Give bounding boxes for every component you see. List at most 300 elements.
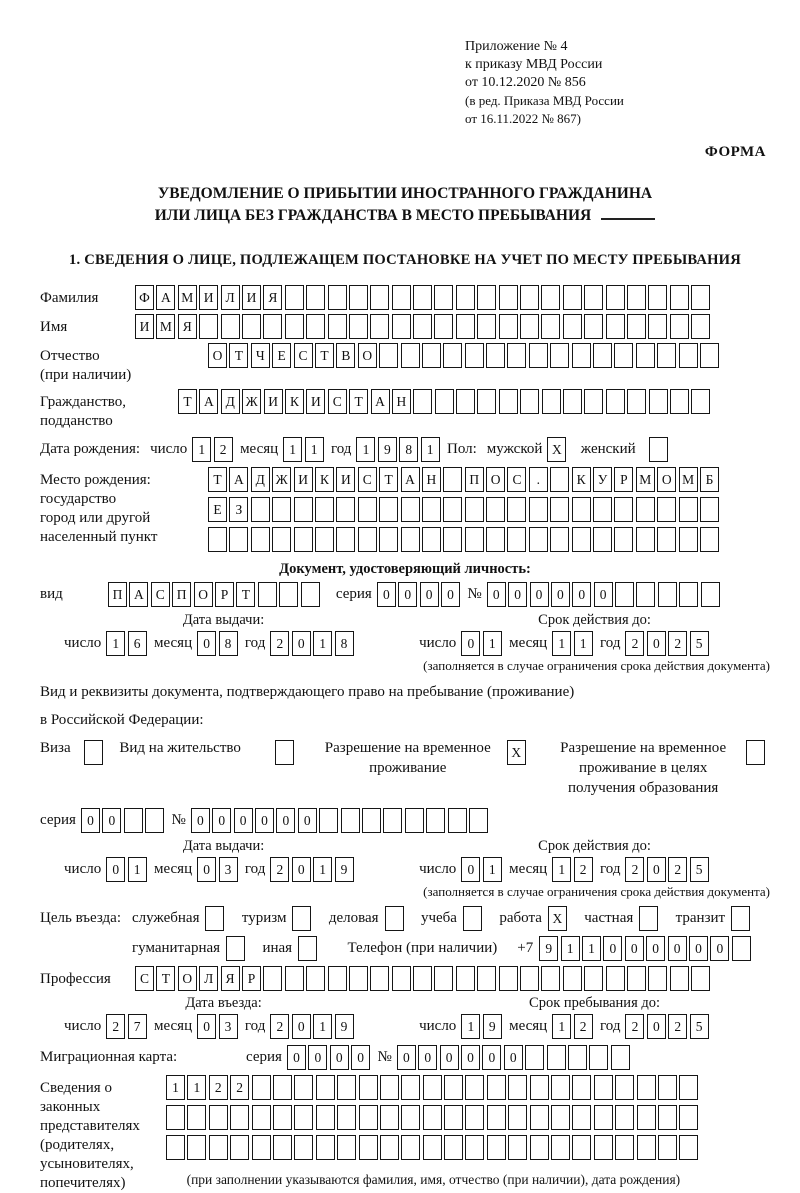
form-cell <box>611 1045 630 1070</box>
form-cell: 1 <box>574 631 593 656</box>
form-cell: 0 <box>461 631 480 656</box>
form-cell: С <box>507 467 526 492</box>
birth-date-row <box>40 437 770 462</box>
form-cell <box>252 1105 271 1130</box>
representatives-note: (при заполнении указываются фамилия, имя, отчество (при наличии), дата рождения) <box>186 1172 681 1187</box>
residence-issue-year-cells <box>270 857 356 882</box>
form-cell <box>413 966 432 991</box>
form-cell: 1 <box>582 936 601 961</box>
form-cell <box>294 1135 313 1160</box>
purpose-humanitarian-checkbox <box>226 936 247 961</box>
identity-number-cells <box>487 582 722 607</box>
form-cell: 0 <box>572 582 591 607</box>
form-cell: Р <box>242 966 261 991</box>
form-cell <box>434 314 453 339</box>
form-cell <box>691 285 710 310</box>
stay-until-heading: Срок пребывания до: <box>529 995 661 1011</box>
form-cell <box>507 343 526 368</box>
form-cell <box>294 497 313 522</box>
form-cell <box>434 966 453 991</box>
form-cell: С <box>294 343 313 368</box>
patronymic-cells <box>208 343 721 368</box>
form-cell: 0 <box>197 631 216 656</box>
form-cell <box>469 808 488 833</box>
residence-issue-heading: Дата выдачи: <box>182 838 265 854</box>
form-cell <box>392 285 411 310</box>
form-cell <box>230 1105 249 1130</box>
form-cell <box>166 1135 185 1160</box>
form-cell <box>487 1135 506 1160</box>
identity-issue-month-cells <box>197 631 240 656</box>
form-cell: З <box>229 497 248 522</box>
form-cell: А <box>129 582 148 607</box>
purpose-tourism-label: туризм <box>241 910 287 926</box>
form-cell <box>606 285 625 310</box>
form-cell <box>486 527 505 552</box>
form-cell: 2 <box>668 631 687 656</box>
form-cell: 1 <box>552 1014 571 1039</box>
form-cell <box>614 527 633 552</box>
identity-valid-month-cells <box>552 631 595 656</box>
form-cell <box>541 966 560 991</box>
form-cell <box>487 1075 506 1100</box>
residence-doc-heading1: Вид и реквизиты документа, подтверждающего право на пребывание (проживание) <box>40 684 575 700</box>
form-cell <box>670 966 689 991</box>
form-cell: 9 <box>335 1014 354 1039</box>
identity-series-cells <box>377 582 463 607</box>
appendix-line: от 10.12.2020 № 856 <box>465 75 586 90</box>
form-cell <box>359 1105 378 1130</box>
form-cell <box>550 497 569 522</box>
form-cell <box>593 343 612 368</box>
form-cell: Р <box>215 582 234 607</box>
form-cell <box>444 1135 463 1160</box>
form-cell: Т <box>315 343 334 368</box>
patronymic-row <box>40 343 770 385</box>
migration-series-label: серия <box>246 1049 282 1065</box>
patronymic-label: Отчество (при наличии) <box>40 348 132 383</box>
sex-label: Пол: <box>447 441 477 457</box>
form-cell: 1 <box>356 437 375 462</box>
form-cell: 0 <box>197 1014 216 1039</box>
form-cell: 2 <box>214 437 233 462</box>
form-cell <box>401 343 420 368</box>
form-cell <box>679 343 698 368</box>
birth-month-cells <box>283 437 326 462</box>
residence-permit-option <box>105 738 296 765</box>
birth-day-cells <box>192 437 235 462</box>
identity-valid-heading: Срок действия до: <box>538 612 651 628</box>
form-cell <box>637 1075 656 1100</box>
representatives-cells-row1 <box>166 1075 701 1100</box>
form-cell <box>477 314 496 339</box>
residence-doc-series-row <box>40 808 770 833</box>
form-cell <box>328 966 347 991</box>
form-cell: 3 <box>219 1014 238 1039</box>
form-cell <box>499 285 518 310</box>
form-cell <box>679 527 698 552</box>
form-cell: 2 <box>574 857 593 882</box>
profession-label: Профессия <box>40 971 111 987</box>
form-cell <box>444 1105 463 1130</box>
form-cell <box>477 966 496 991</box>
identity-kind-cells <box>108 582 322 607</box>
form-cell: 0 <box>397 1045 416 1070</box>
form-cell <box>443 527 462 552</box>
form-cell: П <box>465 467 484 492</box>
purpose-official-label: служебная <box>131 910 200 926</box>
form-cell: 0 <box>197 857 216 882</box>
form-cell <box>499 966 518 991</box>
form-cell <box>615 1105 634 1130</box>
form-cell <box>486 497 505 522</box>
form-cell <box>294 1105 313 1130</box>
form-cell: М <box>156 314 175 339</box>
form-cell <box>383 808 402 833</box>
form-cell <box>657 343 676 368</box>
form-cell <box>285 285 304 310</box>
form-cell <box>273 1105 292 1130</box>
form-cell: О <box>208 343 227 368</box>
identity-kind-label: вид <box>40 586 63 602</box>
form-cell: 0 <box>420 582 439 607</box>
sex-female-checkbox <box>649 437 670 462</box>
form-cell <box>550 467 569 492</box>
form-cell: 2 <box>625 857 644 882</box>
form-cell <box>530 1075 549 1100</box>
form-cell <box>205 906 224 931</box>
visa-label: Виза <box>40 740 71 756</box>
form-cell: 0 <box>298 808 317 833</box>
form-cell <box>401 1135 420 1160</box>
temporary-residence-education-option <box>528 738 767 798</box>
form-cell <box>337 1075 356 1100</box>
form-cell <box>658 1105 677 1130</box>
form-cell: О <box>178 966 197 991</box>
form-cell <box>448 808 467 833</box>
form-cell: 5 <box>690 631 709 656</box>
entry-month-cells <box>197 1014 240 1039</box>
form-cell: К <box>572 467 591 492</box>
form-cell <box>380 1105 399 1130</box>
form-cell <box>658 582 677 607</box>
form-cell <box>637 1105 656 1130</box>
form-cell <box>679 1075 698 1100</box>
form-cell <box>627 389 646 414</box>
form-cell: 0 <box>504 1045 523 1070</box>
visa-option <box>40 738 105 765</box>
form-cell: П <box>108 582 127 607</box>
form-cell: К <box>315 467 334 492</box>
form-cell: Т <box>236 582 255 607</box>
form-cell <box>301 582 320 607</box>
form-cell: 1 <box>128 857 147 882</box>
identity-issue-block: Дата выдачи: число 1 6 месяц 0 8 год 2 0 1 8 <box>40 612 383 656</box>
temporary-residence-option <box>297 738 528 778</box>
form-cell <box>636 527 655 552</box>
form-cell <box>294 527 313 552</box>
birth-place-cells-row2 <box>208 497 721 522</box>
form-cell <box>584 285 603 310</box>
visa-checkbox <box>84 740 105 765</box>
form-cell <box>658 1075 677 1100</box>
form-cell: 1 <box>483 631 502 656</box>
residence-valid-block: Срок действия до: число 0 1 месяц 1 2 год 2 0 2 5 <box>383 838 770 882</box>
form-cell <box>679 497 698 522</box>
surname-row <box>40 285 770 310</box>
form-cell <box>465 1105 484 1130</box>
identity-number-label: № <box>467 586 482 602</box>
form-cell <box>648 314 667 339</box>
migration-card-row <box>40 1045 770 1070</box>
form-cell <box>422 497 441 522</box>
form-cell: 0 <box>594 582 613 607</box>
form-cell <box>208 527 227 552</box>
form-cell <box>606 389 625 414</box>
form-cell <box>465 1135 484 1160</box>
form-cell: И <box>306 389 325 414</box>
form-cell <box>306 285 325 310</box>
form-cell: 0 <box>487 582 506 607</box>
identity-valid-day-cells <box>461 631 504 656</box>
form-cell: 0 <box>530 582 549 607</box>
form-cell <box>385 906 404 931</box>
representatives-label: Сведения о законных представителях (родителях, усыновителях, попечителях) <box>40 1080 140 1191</box>
form-cell <box>649 437 668 462</box>
form-cell: 0 <box>191 808 210 833</box>
form-cell <box>315 497 334 522</box>
temporary-residence-label: Разрешение на временное проживание <box>324 740 491 776</box>
visit-purpose-label: Цель въезда: <box>40 910 121 926</box>
form-cell: 0 <box>461 1045 480 1070</box>
form-cell: Е <box>208 497 227 522</box>
form-cell <box>435 389 454 414</box>
form-cell <box>670 314 689 339</box>
sex-male-label: мужской <box>486 441 543 457</box>
form-cell <box>166 1105 185 1130</box>
entry-dates <box>40 995 770 1039</box>
form-cell <box>285 966 304 991</box>
form-cell <box>658 1135 677 1160</box>
birth-date-label: Дата рождения: <box>40 441 141 457</box>
form-cell: 0 <box>625 936 644 961</box>
form-cell <box>380 1075 399 1100</box>
form-cell <box>124 808 143 833</box>
form-cell <box>614 497 633 522</box>
representatives-cells-block <box>166 1075 701 1188</box>
form-cell: Я <box>263 285 282 310</box>
form-cell <box>636 343 655 368</box>
form-cell: С <box>135 966 154 991</box>
section1-heading: 1. СВЕДЕНИЯ О ЛИЦЕ, ПОДЛЕЖАЩЕМ ПОСТАНОВКЕ НА УЧЕТ ПО МЕСТУ ПРЕБЫВАНИЯ <box>69 252 741 268</box>
form-cell <box>258 582 277 607</box>
form-cell <box>572 1075 591 1100</box>
form-cell: 1 <box>192 437 211 462</box>
form-cell <box>593 527 612 552</box>
form-cell: 0 <box>461 857 480 882</box>
form-cell: И <box>135 314 154 339</box>
form-cell <box>456 285 475 310</box>
form-cell: 0 <box>287 1045 306 1070</box>
form-cell: X <box>548 906 567 931</box>
title-blank-underline <box>601 204 655 220</box>
identity-series-label: серия <box>335 586 372 602</box>
sex-female-label: женский <box>580 441 636 457</box>
form-cell: 0 <box>482 1045 501 1070</box>
form-cell <box>294 1075 313 1100</box>
form-cell <box>551 1135 570 1160</box>
identity-valid-year-cells <box>625 631 711 656</box>
form-cell <box>443 497 462 522</box>
form-cell: 2 <box>625 631 644 656</box>
entry-date-block: Дата въезда: число 2 7 месяц 0 3 год 2 0 1 9 <box>40 995 383 1039</box>
purpose-business-checkbox <box>385 906 406 931</box>
form-cell: Л <box>199 966 218 991</box>
form-cell <box>463 906 482 931</box>
amendment-line: (в ред. Приказа МВД России <box>465 93 624 108</box>
form-cell <box>401 497 420 522</box>
form-cell: 1 <box>313 631 332 656</box>
form-cell <box>423 1075 442 1100</box>
form-cell: Т <box>156 966 175 991</box>
form-cell <box>337 1105 356 1130</box>
stay-year-cells <box>625 1014 711 1039</box>
form-cell: 0 <box>508 582 527 607</box>
birth-month-label: месяц <box>240 441 279 457</box>
form-cell: 8 <box>399 437 418 462</box>
form-cell <box>292 906 311 931</box>
stay-day-cells <box>461 1014 504 1039</box>
form-cell <box>251 527 270 552</box>
temporary-residence-checkbox <box>507 740 528 765</box>
form-cell: 0 <box>710 936 729 961</box>
form-cell <box>263 966 282 991</box>
form-cell <box>508 1075 527 1100</box>
representatives-row <box>40 1075 770 1193</box>
form-cell <box>589 1045 608 1070</box>
form-cell <box>606 966 625 991</box>
form-cell: А <box>199 389 218 414</box>
representatives-cells-row2 <box>166 1105 701 1130</box>
birth-year-cells <box>356 437 442 462</box>
citizenship-row <box>40 389 770 431</box>
profession-cells <box>135 966 713 991</box>
form-cell: 2 <box>668 1014 687 1039</box>
form-cell: О <box>657 467 676 492</box>
form-cell <box>572 527 591 552</box>
form-cell <box>242 314 261 339</box>
form-cell <box>316 1105 335 1130</box>
form-cell <box>499 389 518 414</box>
form-cell: X <box>547 437 566 462</box>
form-cell: Д <box>251 467 270 492</box>
form-cell: Л <box>221 285 240 310</box>
form-cell: 0 <box>292 1014 311 1039</box>
form-cell <box>465 1075 484 1100</box>
profession-row <box>40 966 770 991</box>
form-cell <box>530 1135 549 1160</box>
residence-valid-year-cells <box>625 857 711 882</box>
form-cell <box>328 285 347 310</box>
form-cell <box>273 1075 292 1100</box>
form-cell <box>392 314 411 339</box>
form-cell <box>187 1105 206 1130</box>
stay-month-cells <box>552 1014 595 1039</box>
form-cell <box>209 1105 228 1130</box>
form-cell <box>547 1045 566 1070</box>
representatives-cells-row3 <box>166 1135 701 1160</box>
form-cell <box>572 1105 591 1130</box>
form-cell: 1 <box>552 857 571 882</box>
form-cell <box>648 285 667 310</box>
residence-issue-month-cells <box>197 857 240 882</box>
form-cell: . <box>529 467 548 492</box>
form-cell: Т <box>178 389 197 414</box>
form-cell <box>627 285 646 310</box>
form-cell <box>434 285 453 310</box>
form-cell: М <box>679 467 698 492</box>
form-cell: 1 <box>552 631 571 656</box>
form-cell: 9 <box>539 936 558 961</box>
form-cell <box>731 906 750 931</box>
form-cell <box>606 314 625 339</box>
form-cell <box>691 966 710 991</box>
form-cell: 0 <box>255 808 274 833</box>
form-cell <box>637 1135 656 1160</box>
form-cell <box>636 582 655 607</box>
form-cell: 0 <box>440 1045 459 1070</box>
form-cell <box>584 314 603 339</box>
form-cell <box>443 467 462 492</box>
residence-series-cells <box>81 808 167 833</box>
form-cell: 3 <box>219 857 238 882</box>
form-cell <box>563 285 582 310</box>
form-cell <box>594 1105 613 1130</box>
form-cell <box>541 314 560 339</box>
form-cell <box>529 497 548 522</box>
purpose-work-checkbox <box>548 906 569 931</box>
form-cell <box>84 740 103 765</box>
form-cell <box>520 314 539 339</box>
stay-until-block: Срок пребывания до: число 1 9 месяц 1 2 год 2 0 2 5 <box>383 995 770 1039</box>
form-cell <box>426 808 445 833</box>
form-cell: А <box>371 389 390 414</box>
form-cell <box>594 1075 613 1100</box>
form-cell <box>362 808 381 833</box>
form-cell: 0 <box>646 936 665 961</box>
purpose-private-label: частная <box>584 910 634 926</box>
form-cell: 0 <box>668 936 687 961</box>
form-cell: И <box>242 285 261 310</box>
residence-issue-block: Дата выдачи: число 0 1 месяц 0 3 год 2 0 1 9 <box>40 838 383 882</box>
given-name-label: Имя <box>40 319 68 335</box>
form-cell <box>530 1105 549 1130</box>
form-cell: Я <box>221 966 240 991</box>
residence-doc-options <box>40 738 770 798</box>
form-cell: С <box>328 389 347 414</box>
phone-prefix: +7 <box>517 940 534 956</box>
form-cell <box>551 1075 570 1100</box>
form-cell <box>594 1135 613 1160</box>
form-cell <box>691 314 710 339</box>
form-cell: 5 <box>690 857 709 882</box>
form-cell <box>226 936 245 961</box>
form-cell <box>444 1075 463 1100</box>
form-cell <box>584 966 603 991</box>
form-cell <box>550 343 569 368</box>
form-cell: 1 <box>166 1075 185 1100</box>
form-cell <box>456 966 475 991</box>
